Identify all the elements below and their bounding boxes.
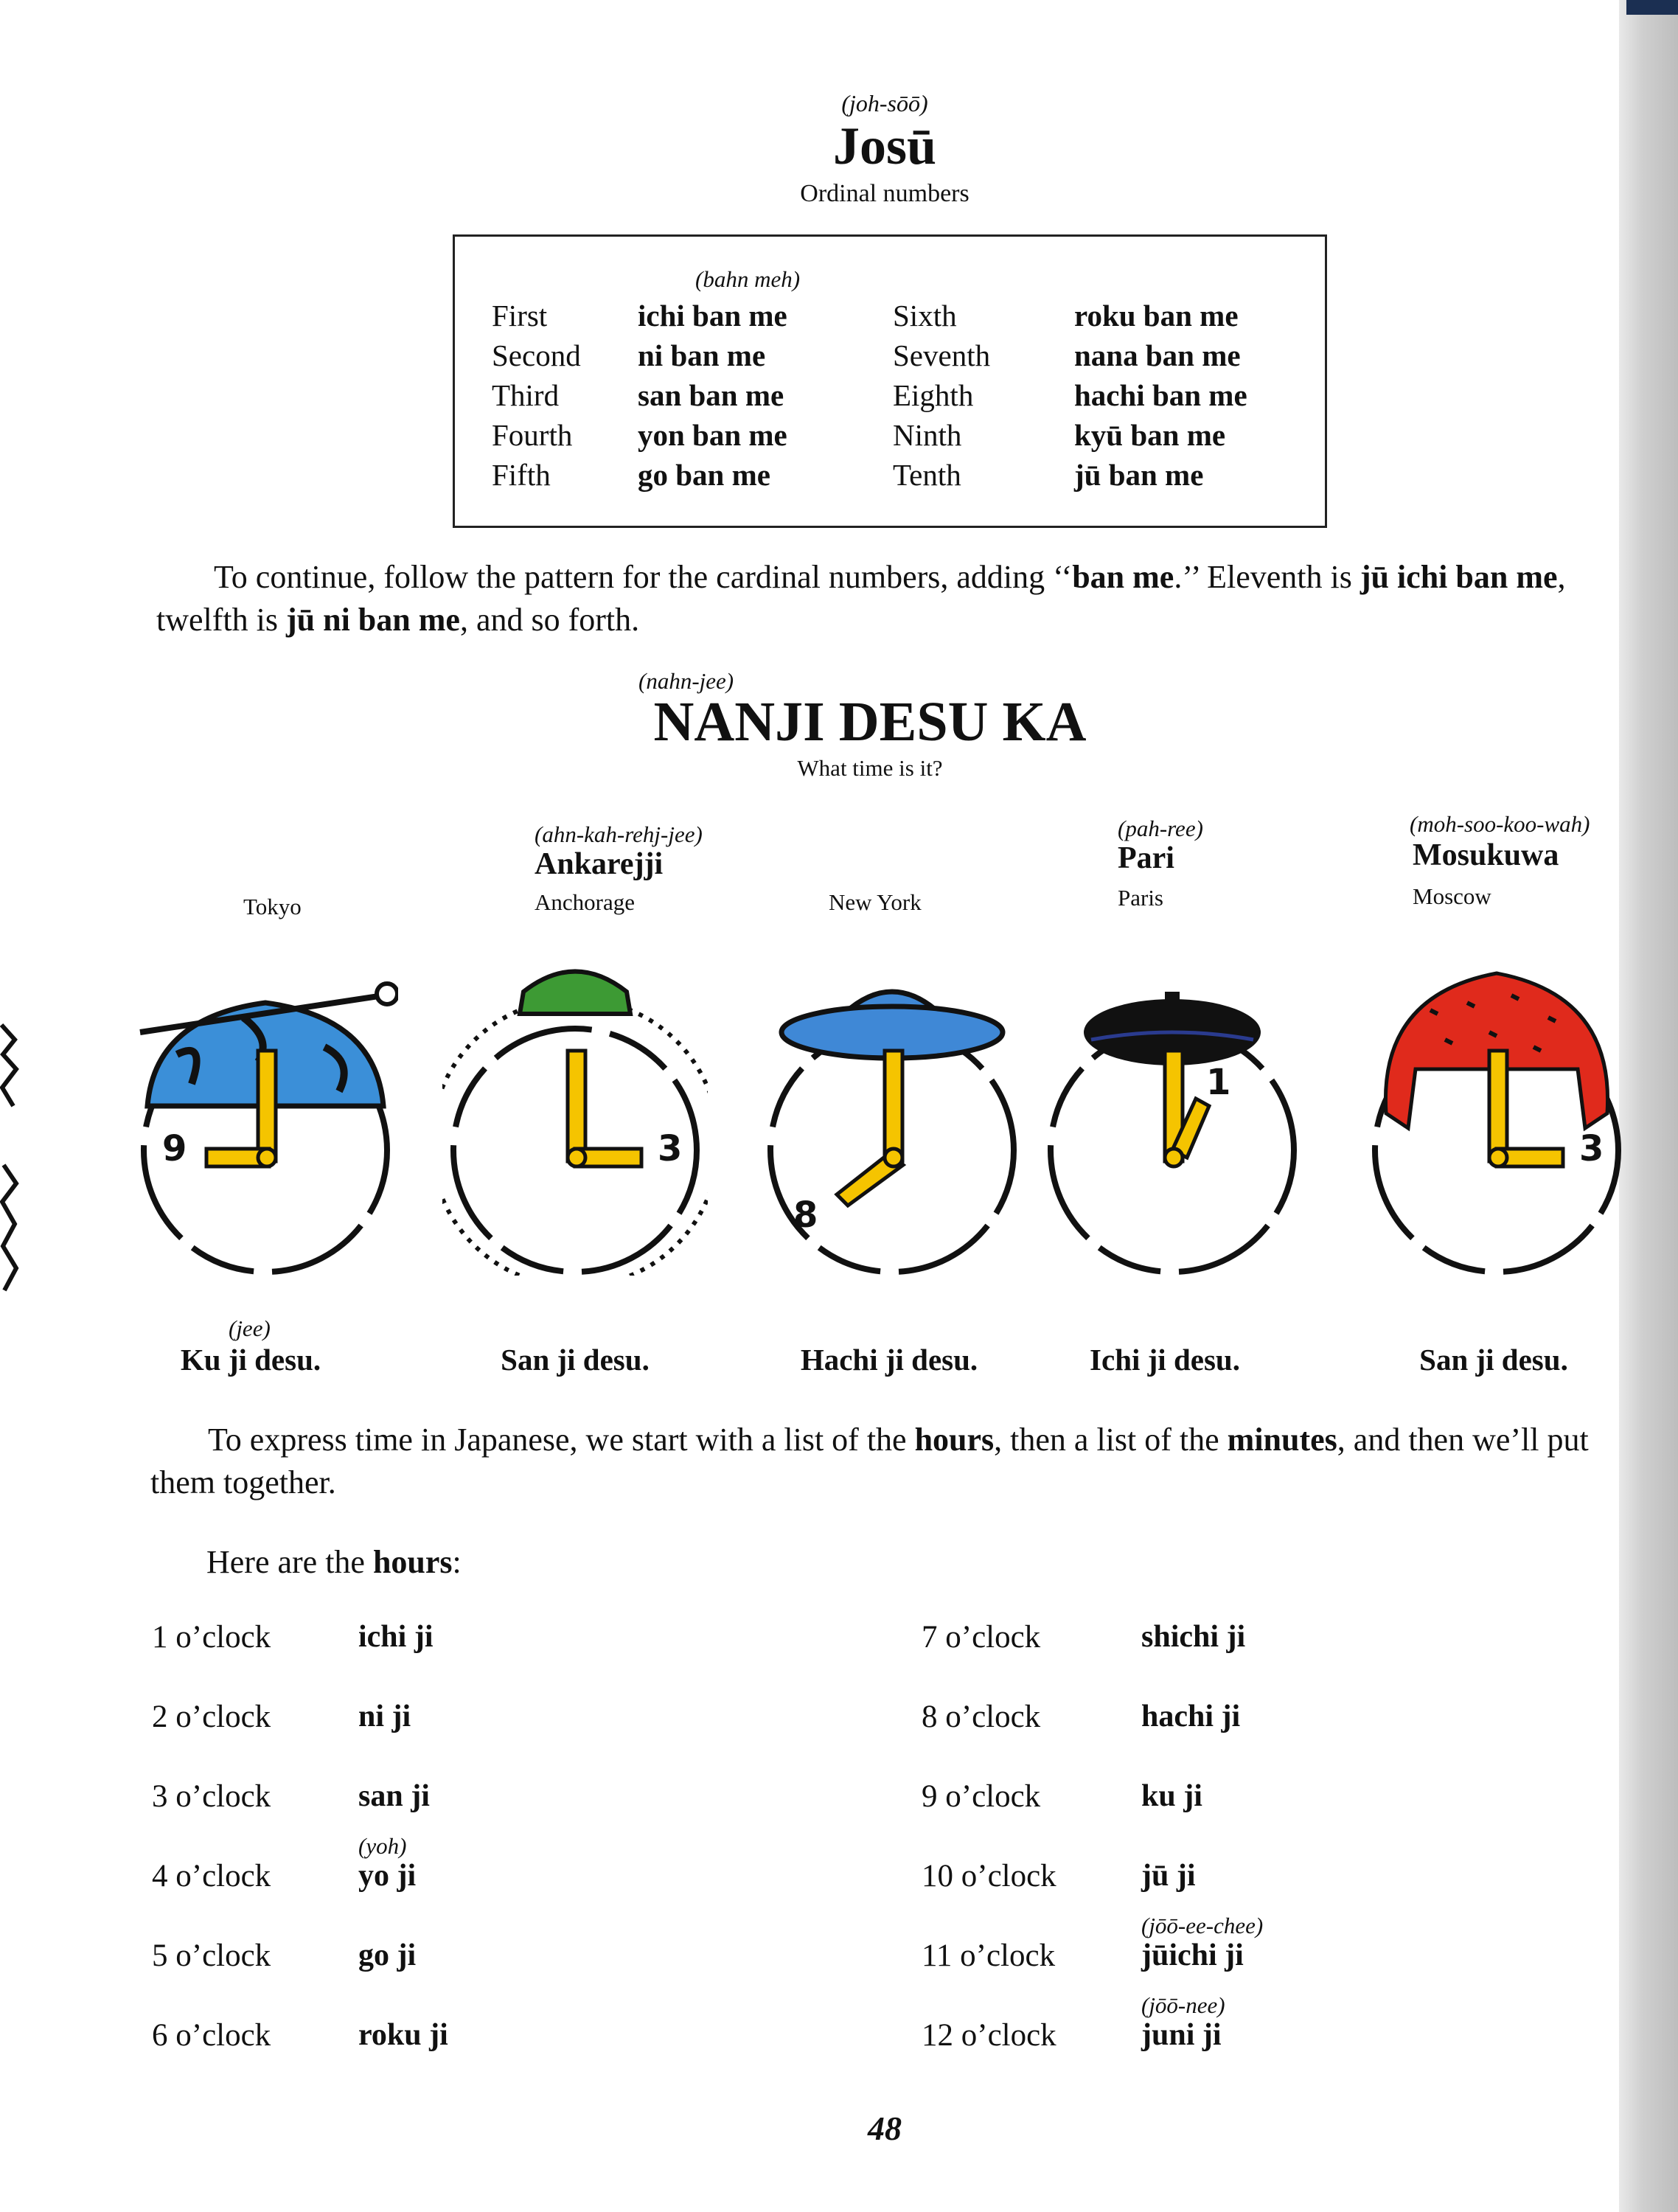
- city-pronunciation: (ahn-kah-rehj-jee): [535, 821, 703, 847]
- hour-japanese: jū ji: [1141, 1859, 1196, 1893]
- clock-numeral: 3: [1579, 1128, 1604, 1169]
- hour-label: 8 o’clock: [922, 1700, 1041, 1734]
- josu-pronunciation: (joh-sōō): [841, 90, 928, 116]
- clock-caption: Hachi ji desu.: [800, 1343, 978, 1377]
- city-english: Anchorage: [535, 889, 635, 915]
- hour-japanese: ku ji: [1141, 1779, 1202, 1813]
- city-name: Ankarejji: [535, 847, 664, 881]
- hour-label: 7 o’clock: [922, 1620, 1041, 1655]
- city-pronunciation: (pah-ree): [1118, 815, 1203, 841]
- hour-japanese: jūichi ji: [1141, 1938, 1244, 1972]
- clock-caption: Ichi ji desu.: [1090, 1343, 1240, 1377]
- hour-japanese: go ji: [358, 1938, 417, 1972]
- josu-subtitle: Ordinal numbers: [800, 180, 969, 207]
- ordinal-japanese: roku ban me: [1074, 299, 1239, 333]
- hour-label: 1 o’clock: [152, 1620, 271, 1655]
- ordinal-japanese: yon ban me: [638, 418, 787, 452]
- ordinal-english: Sixth: [893, 299, 957, 333]
- hour-label: 10 o’clock: [922, 1859, 1056, 1893]
- binding-marks: [0, 1018, 19, 1312]
- hour-japanese: ni ji: [358, 1700, 411, 1733]
- ordinal-japanese: ni ban me: [638, 338, 766, 372]
- hour-japanese: ichi ji: [358, 1620, 434, 1654]
- hour-label: 11 o’clock: [922, 1938, 1056, 1973]
- hour-label: 3 o’clock: [152, 1779, 271, 1814]
- clock-illustration: [133, 951, 398, 1276]
- hour-label: 2 o’clock: [152, 1700, 271, 1734]
- hours-intro: Here are the hours:: [206, 1544, 462, 1580]
- clock-numeral: 8: [793, 1194, 818, 1236]
- clock-illustration: [1040, 951, 1305, 1276]
- city-name: Mosukuwa: [1413, 838, 1559, 872]
- ordinal-japanese: kyū ban me: [1074, 418, 1226, 452]
- hour-label: 5 o’clock: [152, 1938, 271, 1973]
- ordinal-english: Third: [492, 378, 560, 412]
- page-edge-shadow: [1626, 0, 1678, 15]
- clock-numeral: 3: [658, 1128, 683, 1169]
- ordinal-english: Second: [492, 338, 581, 372]
- ordinal-english: Fifth: [492, 458, 551, 492]
- ordinal-english: Fourth: [492, 418, 573, 452]
- ordinal-japanese: ichi ban me: [638, 299, 787, 333]
- continue-paragraph: To continue, follow the pattern for the cardinal numbers, adding ‘‘ban me.’’ Eleventh is jū ichi ban me, twelfth is jū ni ban me, and so forth.: [156, 559, 1566, 638]
- ordinal-english: First: [492, 299, 548, 333]
- hour-japanese: shichi ji: [1141, 1620, 1246, 1654]
- hour-japanese: juni ji: [1141, 2018, 1222, 2052]
- ordinal-japanese: nana ban me: [1074, 338, 1241, 372]
- hour-label: 9 o’clock: [922, 1779, 1041, 1814]
- josu-title: Josū: [832, 116, 937, 175]
- nanji-subtitle: What time is it?: [797, 755, 943, 781]
- ordinal-japanese: jū ban me: [1074, 458, 1204, 492]
- clock-numeral: 1: [1206, 1062, 1231, 1103]
- ordinal-table: [453, 234, 1327, 528]
- nanji-title: NANJI DESU KA: [653, 691, 1087, 753]
- hour-label: 6 o’clock: [152, 2018, 271, 2053]
- clock-numeral: 9: [162, 1128, 187, 1169]
- ordinal-japanese: san ban me: [638, 378, 784, 412]
- clock-illustration: [1364, 951, 1629, 1276]
- ordinal-english: Seventh: [893, 338, 991, 372]
- clock-illustration: [442, 951, 708, 1276]
- ordinal-english: Ninth: [893, 418, 962, 452]
- city-pronunciation: (moh-soo-koo-wah): [1410, 811, 1590, 837]
- hour-pronunciation: (yoh): [358, 1833, 407, 1859]
- clock-caption: San ji desu.: [501, 1343, 650, 1377]
- city-english: Moscow: [1413, 883, 1491, 909]
- ordinal-japanese: go ban me: [638, 458, 770, 492]
- city-english: Paris: [1118, 885, 1163, 911]
- hour-japanese: roku ji: [358, 2018, 448, 2052]
- clock-caption: Ku ji desu.: [180, 1343, 321, 1377]
- hour-japanese: hachi ji: [1141, 1700, 1241, 1733]
- hour-japanese: san ji: [358, 1779, 430, 1813]
- ordinal-english: Eighth: [893, 378, 974, 412]
- nanji-pronunciation: (nahn-jee): [638, 668, 734, 694]
- hour-pronunciation: (jōō-nee): [1141, 1992, 1225, 2018]
- hour-label: 12 o’clock: [922, 2018, 1056, 2053]
- city-label: Tokyo: [243, 894, 302, 919]
- page-number: 48: [868, 2110, 902, 2147]
- ordinal-english: Tenth: [893, 458, 961, 492]
- hour-label: 4 o’clock: [152, 1859, 271, 1893]
- ordinal-japanese: hachi ban me: [1074, 378, 1247, 412]
- clock-caption: San ji desu.: [1419, 1343, 1568, 1377]
- hour-japanese: yo ji: [358, 1859, 417, 1893]
- hour-pronunciation: (jōō-ee-chee): [1141, 1913, 1264, 1938]
- city-label: New York: [829, 889, 922, 915]
- express-paragraph: To express time in Japanese, we start with a list of the hours, then a list of the minutes, and then we’ll put them together.: [150, 1422, 1589, 1500]
- city-name: Pari: [1118, 841, 1174, 875]
- caption-pronunciation: (jee): [229, 1315, 271, 1341]
- ban-me-pronunciation: (bahn meh): [695, 266, 801, 292]
